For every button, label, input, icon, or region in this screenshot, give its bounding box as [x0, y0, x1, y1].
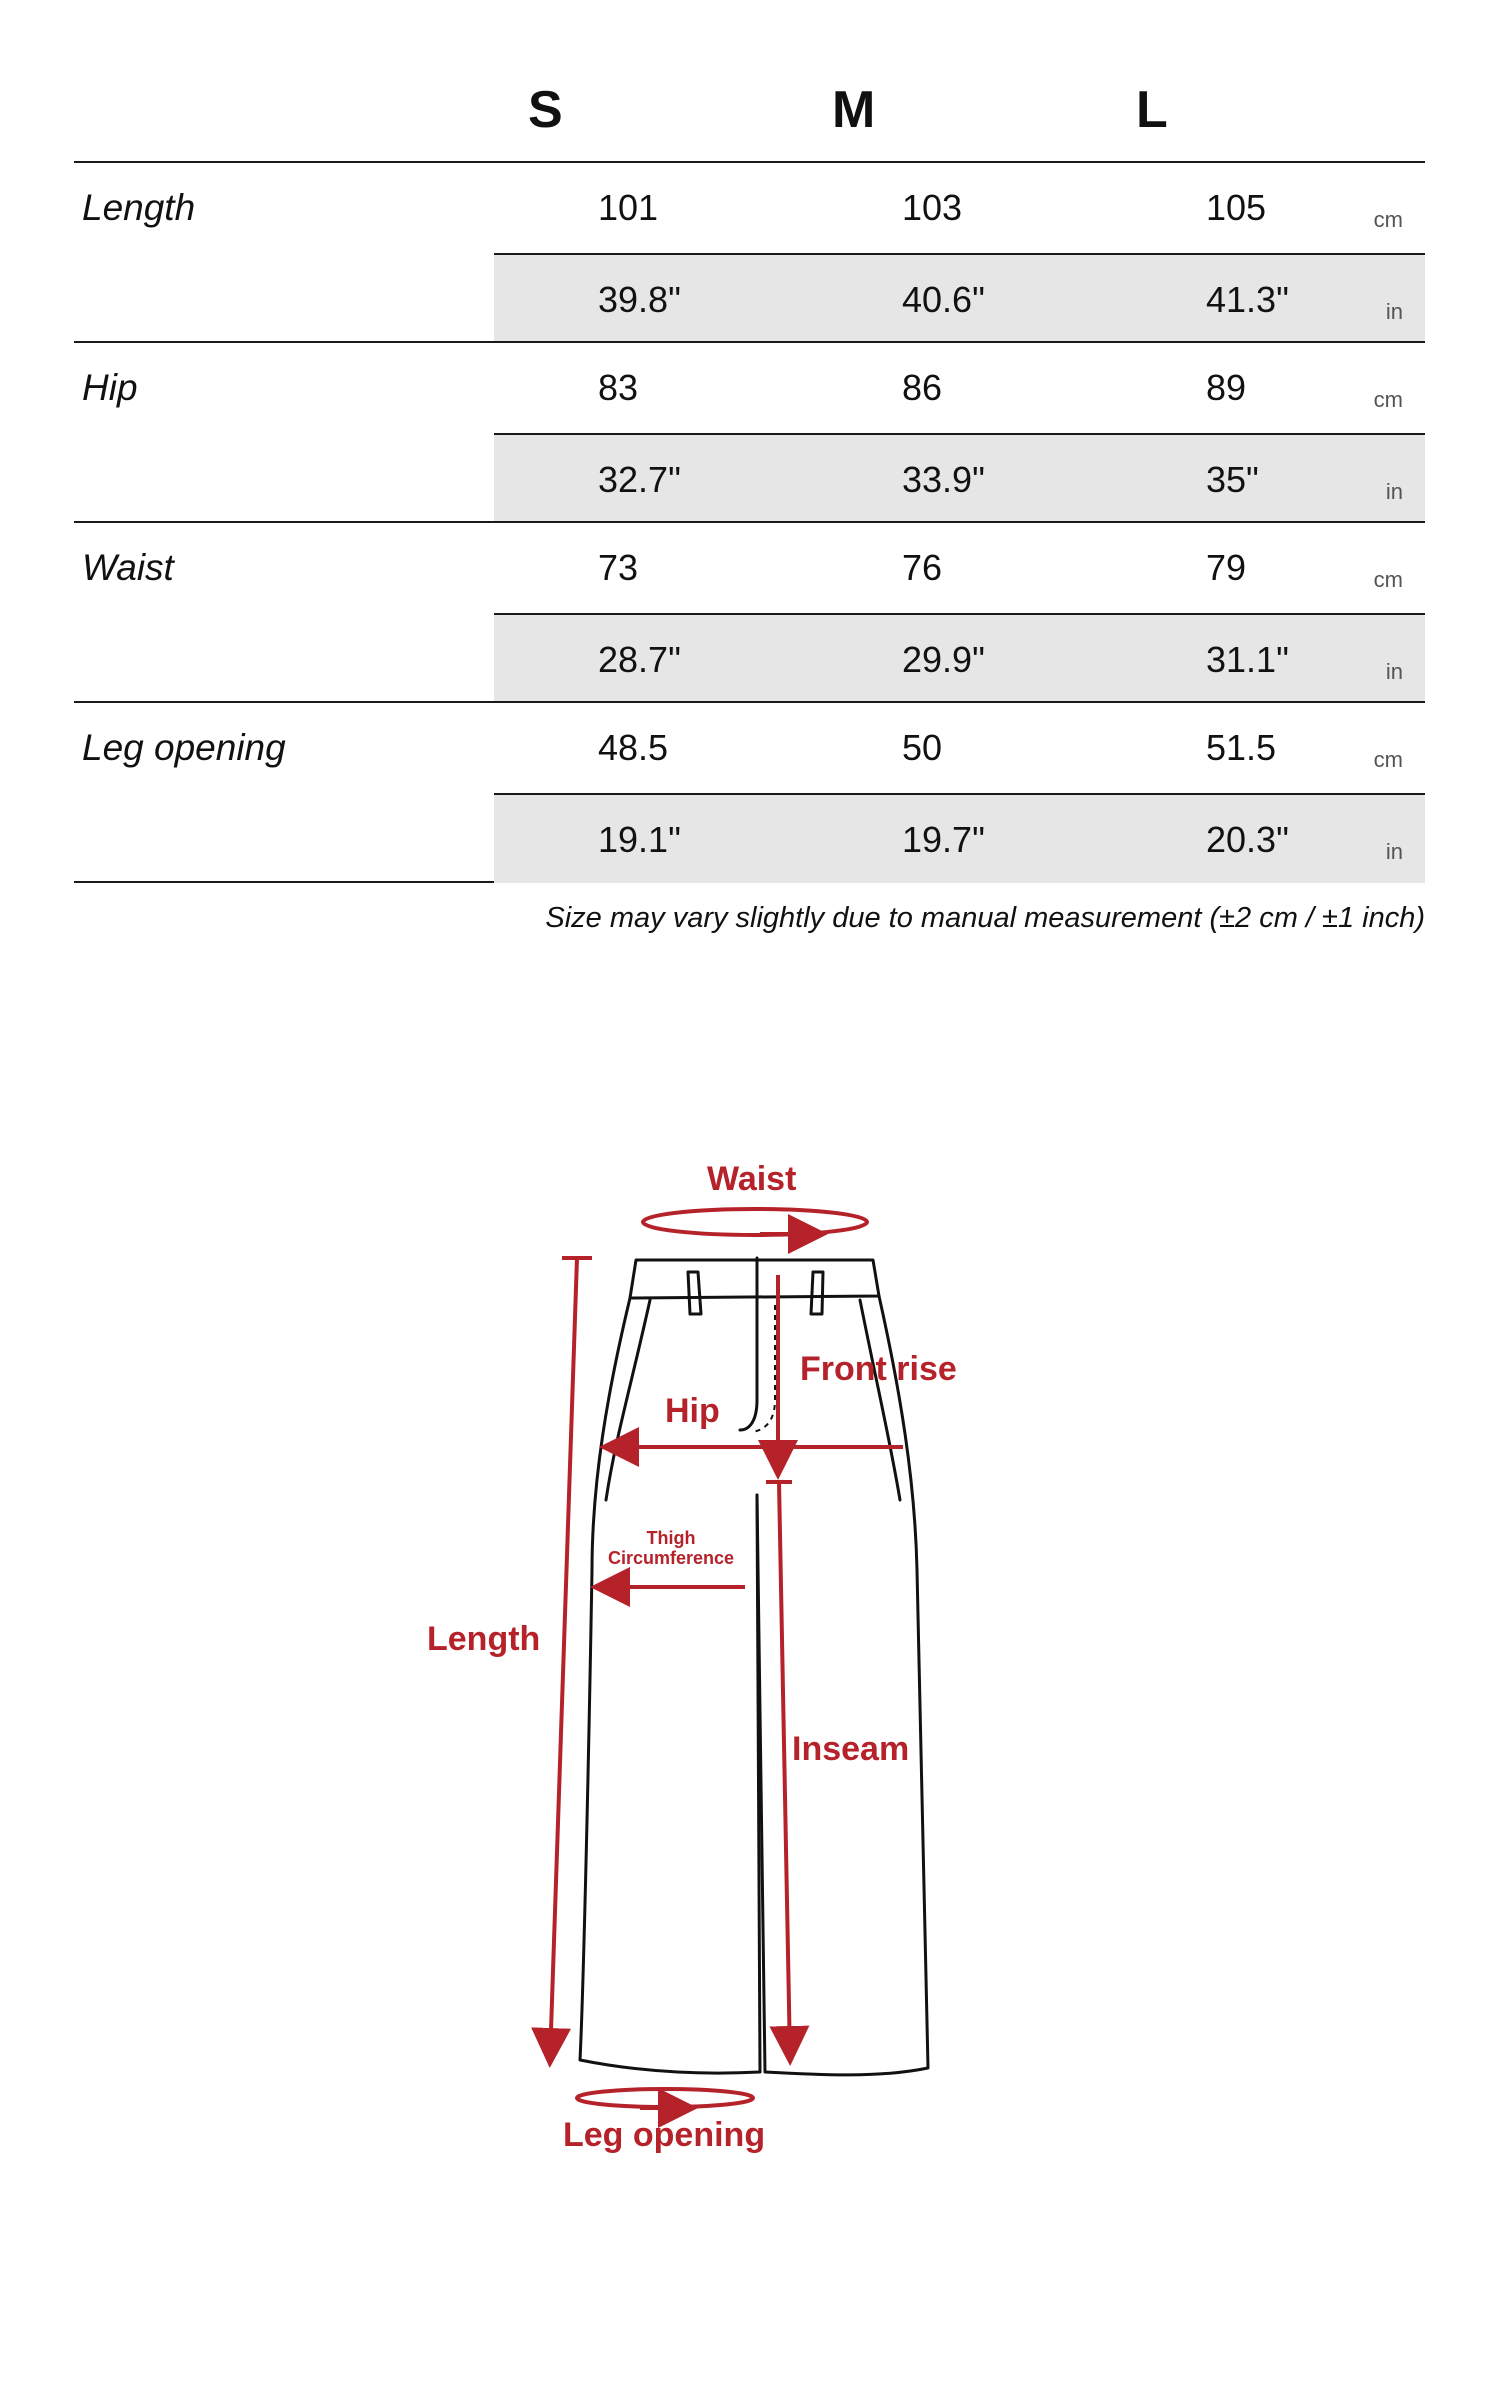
unit-label: cm [1373, 207, 1403, 232]
inch-row [494, 433, 1425, 523]
thigh-circumference-label [608, 1528, 734, 1568]
value-cell: 76 [902, 547, 943, 588]
cm-row [494, 703, 1425, 791]
value-cell: 103 [902, 187, 963, 228]
unit-label: cm [1373, 567, 1403, 592]
row-group-hip [74, 341, 1425, 521]
value-cell: 29.9" [902, 639, 985, 680]
measurement-label: Leg opening [82, 727, 286, 768]
row-group-length [74, 161, 1425, 341]
value-cell: 41.3" [1206, 279, 1289, 320]
value-cell: 40.6" [902, 279, 985, 320]
measurement-disclaimer: Size may vary slightly due to manual measurement (±2 cm / ±1 inch) [545, 902, 1425, 934]
value-cell: 39.8" [598, 279, 681, 320]
unit-label: cm [1373, 747, 1403, 772]
cm-row [494, 523, 1425, 611]
value-cell: 19.7" [902, 819, 985, 860]
thigh-label-line2: Circumference [608, 1548, 735, 1568]
value-cell: 32.7" [598, 459, 681, 500]
size-s-heading: S [528, 81, 563, 139]
hip-label: Hip [665, 1392, 720, 1430]
inch-row [494, 613, 1425, 703]
size-chart-table [74, 161, 1425, 883]
value-cell: 48.5 [598, 727, 669, 768]
value-cell: 86 [902, 367, 943, 408]
front-rise-label: Front rise [800, 1350, 957, 1388]
value-cell: 79 [1206, 547, 1247, 588]
value-cell: 51.5 [1206, 727, 1277, 768]
waist-label: Waist [707, 1160, 797, 1198]
length-label: Length [427, 1620, 541, 1658]
cm-row [494, 163, 1425, 251]
leg-opening-label: Leg opening [563, 2116, 766, 2154]
row-group-leg-opening [74, 701, 1425, 883]
measurement-label: Hip [82, 367, 138, 408]
unit-label: in [1385, 659, 1403, 684]
value-cell: 35" [1206, 459, 1259, 500]
value-cell: 89 [1206, 367, 1247, 408]
value-cell: 33.9" [902, 459, 985, 500]
unit-label: in [1385, 839, 1403, 864]
value-cell: 83 [598, 367, 639, 408]
size-m-heading: M [832, 81, 876, 139]
value-cell: 20.3" [1206, 819, 1289, 860]
value-cell: 101 [598, 187, 659, 228]
measurement-label: Length [82, 187, 196, 228]
value-cell: 31.1" [1206, 639, 1289, 680]
pants-illustration [0, 1100, 1500, 2200]
inseam-label: Inseam [792, 1730, 910, 1768]
inch-row [494, 793, 1425, 883]
row-group-waist [74, 521, 1425, 701]
unit-label: in [1385, 479, 1403, 504]
value-cell: 19.1" [598, 819, 681, 860]
inch-row [494, 253, 1425, 343]
thigh-label-line1: Thigh [646, 1528, 696, 1548]
unit-label: in [1385, 299, 1403, 324]
unit-label: cm [1373, 387, 1403, 412]
cm-row [494, 343, 1425, 431]
value-cell: 50 [902, 727, 943, 768]
value-cell: 28.7" [598, 639, 681, 680]
value-cell: 73 [598, 547, 639, 588]
measurement-arrows [550, 1209, 903, 2108]
size-l-heading: L [1136, 81, 1168, 139]
size-header [0, 80, 1500, 150]
measurement-label: Waist [82, 547, 174, 588]
pants-measurement-diagram [0, 1100, 1500, 2200]
value-cell: 105 [1206, 187, 1267, 228]
